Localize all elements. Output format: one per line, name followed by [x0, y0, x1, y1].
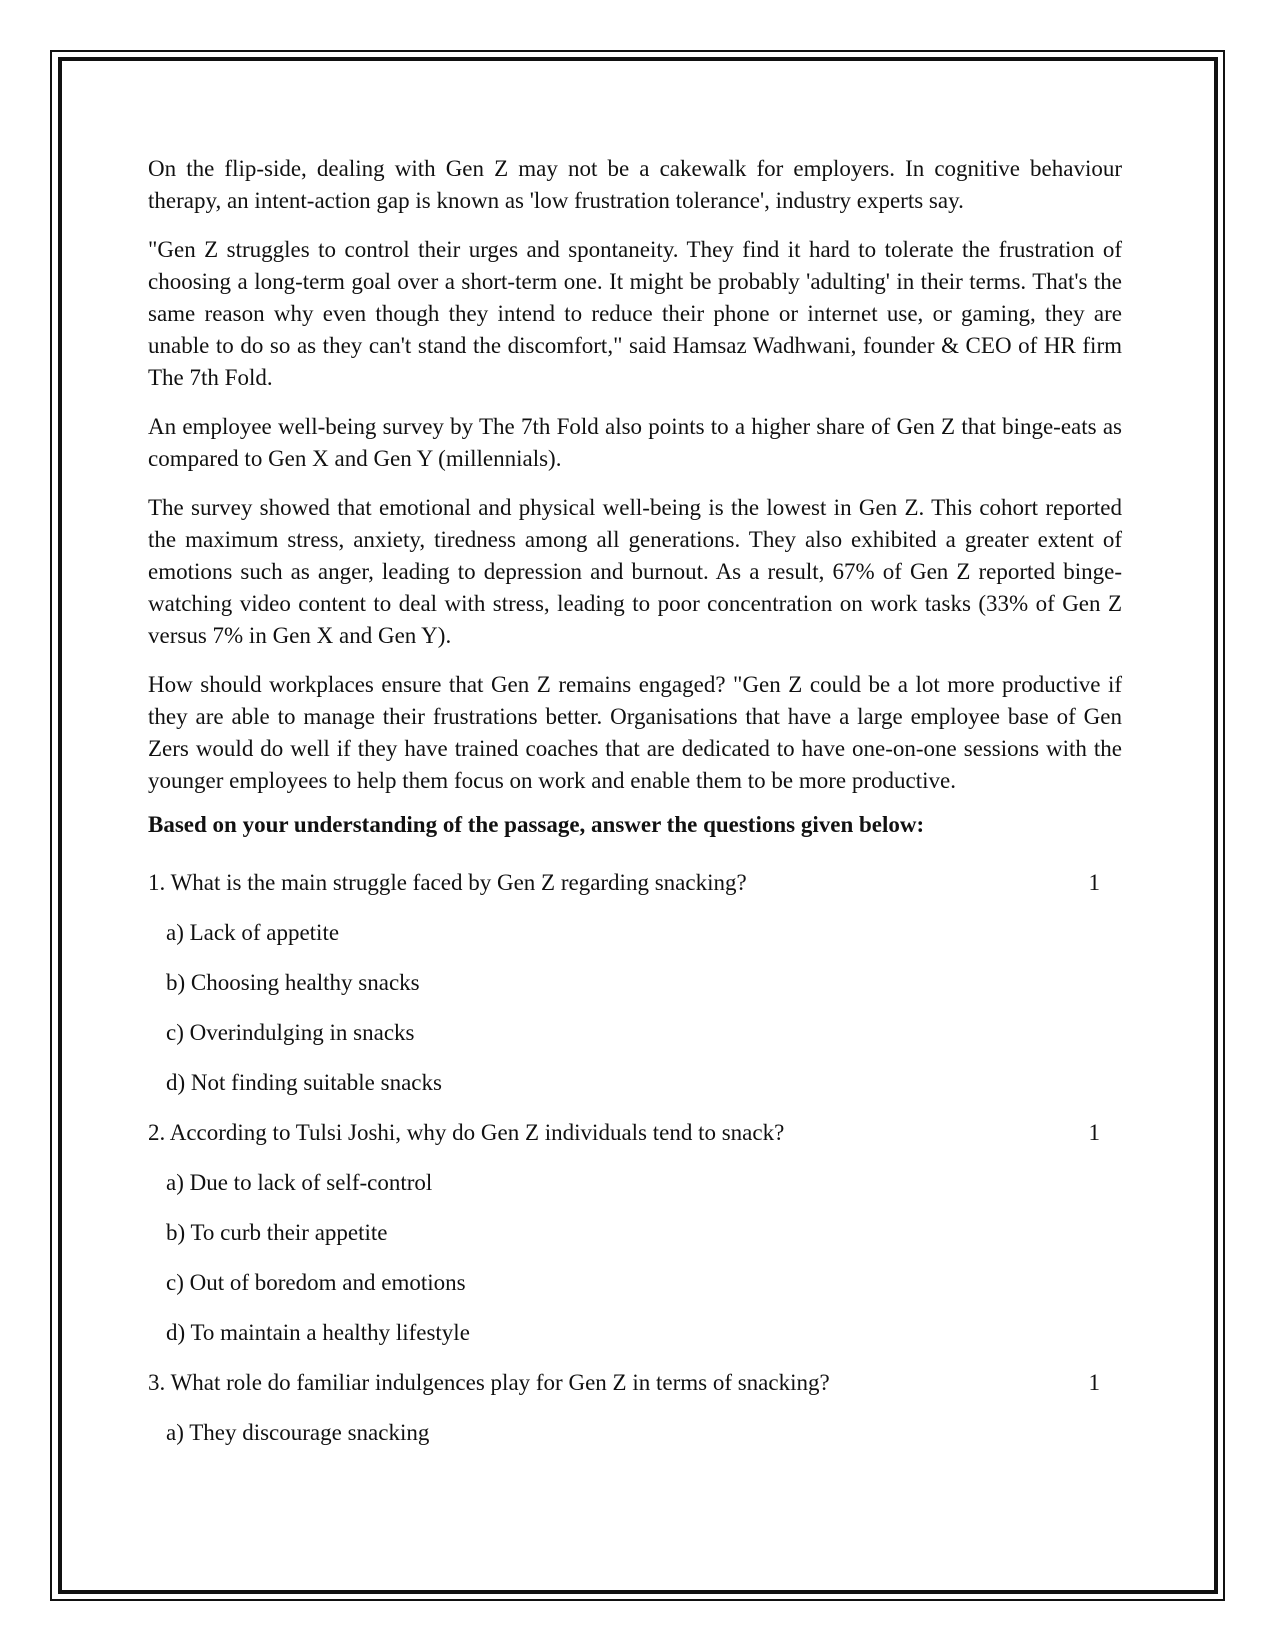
- question-text: 3. What role do familiar indulgences play for Gen Z in terms of snacking?: [148, 1370, 830, 1395]
- passage-paragraph-2: "Gen Z struggles to control their urges and spontaneity. They find it hard to tolerate the frustration of choosing a long-term goal over a short-term one. It might be probably 'adulting' in their terms. That's the same reason why even though they intend to reduce their phone or internet use, or gaming, they are unable to do so as they can't stand the discomfort," said Hamsaz Wadhwani, founder & CEO of HR firm The 7th Fold.: [148, 237, 1122, 390]
- option-item: a) They discourage snacking: [166, 1420, 430, 1445]
- option-item: a) Due to lack of self-control: [166, 1170, 433, 1195]
- option-item: b) To curb their appetite: [166, 1220, 388, 1245]
- passage-paragraph-4: The survey showed that emotional and physical well-being is the lowest in Gen Z. This cohort reported the maximum stress, anxiety, tiredness among all generations. They also exhibited a greater extent of emotions such as anger, leading to depression and burnout. As a result, 67% of Gen Z reported binge-watching video content to deal with stress, leading to poor concentration on work tasks (33% of Gen Z versus 7% in Gen X and Gen Y).: [148, 495, 1122, 648]
- question-marks: 1: [1088, 870, 1100, 895]
- question-text: 1. What is the main struggle faced by Gen Z regarding snacking?: [148, 870, 747, 895]
- passage-paragraph-1: On the flip-side, dealing with Gen Z may not be a cakewalk for employers. In cognitive behaviour therapy, an intent-action gap is known as 'low frustration tolerance', industry experts say.: [148, 156, 1122, 213]
- passage-paragraph-3: An employee well-being survey by The 7th Fold also points to a higher share of Gen Z that binge-eats as compared to Gen X and Gen Y (millennials).: [148, 414, 1122, 471]
- question-marks: 1: [1088, 1120, 1100, 1145]
- option-item: a) Lack of appetite: [166, 920, 340, 945]
- question-1: [148, 867, 1122, 899]
- option-item: b) Choosing healthy snacks: [166, 970, 420, 995]
- option-item: d) To maintain a healthy lifestyle: [166, 1320, 470, 1345]
- option-item: c) Overindulging in snacks: [166, 1020, 415, 1045]
- passage-paragraph-5: How should workplaces ensure that Gen Z remains engaged? "Gen Z could be a lot more productive if they are able to manage their frustrations better. Organisations that have a large employee base of Gen Zers would do well if they have trained coaches that are dedicated to have one-on-one sessions with the younger employees to help them focus on work and enable them to be more productive.: [148, 672, 1122, 793]
- question-marks: 1: [1088, 1370, 1100, 1395]
- question-3: [148, 1367, 1122, 1399]
- page-content: [148, 153, 1122, 1467]
- option-item: d) Not finding suitable snacks: [166, 1070, 442, 1095]
- instruction-heading: Based on your understanding of the passage, answer the questions given below:: [148, 812, 925, 837]
- option-item: c) Out of boredom and emotions: [166, 1270, 466, 1295]
- question-text: 2. According to Tulsi Joshi, why do Gen Z individuals tend to snack?: [148, 1120, 785, 1145]
- question-2: [148, 1117, 1122, 1149]
